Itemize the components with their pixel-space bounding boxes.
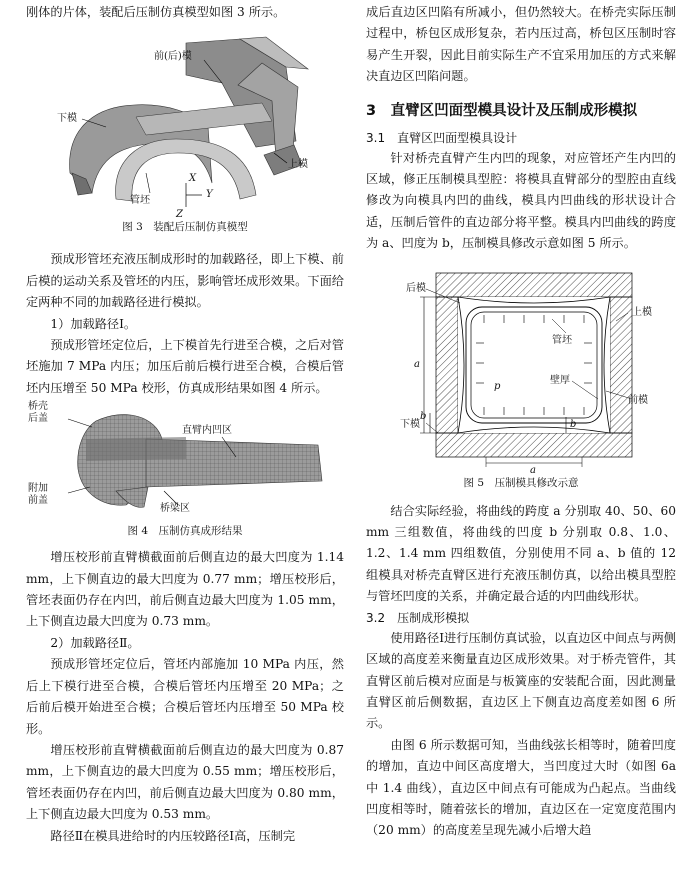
fig3-label-lower-die: 下模 xyxy=(57,113,77,125)
fig5-caption: 图 5 压制模具修改示意 xyxy=(463,476,579,489)
left-paragraph-4: 增压校形前直臂横截面前后侧直边的最大凹度为 1.14 mm，上下侧直边的最大凹度为 0.77 mm；增压校形后，管坯表面仍存在内凹，前后侧直边最大凹度为 1.05 mm，上下侧直边最大凹度为 0.73 mm。 xyxy=(26,550,344,629)
figure-3 xyxy=(26,23,344,235)
fig5-dim-a-vertical: a xyxy=(414,358,420,370)
right-column xyxy=(366,0,676,842)
fig5-label-lower-die: 下模 xyxy=(400,418,420,430)
right-top-paragraph: 成后直边区凹陷有所减小，但仍然较大。在桥壳实际压制过程中，桥包区成形复杂，若内压过高，桥包区压制时容易产生开裂，因此目前实际生产不宜采用加压的方式来解决直边区凹陷问题。 xyxy=(366,5,676,84)
section-3-1-heading: 3.1 直臂区凹面型模具设计 xyxy=(366,130,518,145)
figure-5 xyxy=(366,263,676,491)
left-column xyxy=(26,0,344,847)
fig5-dim-b-left: b xyxy=(420,410,427,422)
left-paragraph-8: 路径Ⅱ在模具进给时的内压较路径Ⅰ高，压制完 xyxy=(50,828,296,843)
fig5-label-wall-thickness: 壁厚 xyxy=(550,374,570,386)
fig4-caption: 图 4 压制仿真成形结果 xyxy=(127,525,243,538)
section-3-heading: 3 直臂区凹面型模具设计及压制成形模拟 xyxy=(366,102,638,119)
left-paragraph-5: 2）加载路径Ⅱ。 xyxy=(50,635,140,650)
fig3-label-front-rear-die: 前(后)模 xyxy=(154,51,192,63)
right-paragraph-34: 由图 6 所示数据可知，当曲线弦长相等时，随着凹度的增加，直边中间区高度增大，当凹度过大时（如图 6a 中 1.4 曲线），直边区中间点有可能成为凸起点。当曲线凹度相等时，随着弦长的增加，直边区在一定宽度范围内（20 mm）的高度差呈现先减小后增大趋 xyxy=(366,737,676,838)
left-paragraph-7: 增压校形前直臂横截面前后侧直边的最大凹度为 0.87 mm，上下侧直边的最大凹度为 0.55 mm；增压校形后，管坯表面仍存在内凹，前后侧直边最大凹度为 0.80 mm，上下侧直边最大凹度为 0.53 mm。 xyxy=(26,742,344,822)
fig4-label-beam: 桥梁区 xyxy=(160,503,190,515)
right-paragraph-32: 结合实际经验，将曲线的跨度 a 分别取 40、50、60 mm 三组数值，将曲线的凹度 b 分别取 0.8、1.0、1.2、1.4 mm 四组数值，分别使用不同 a、b 值的 12 组模具对桥壳直臂区进行充液压制仿真，以给出模具型腔与管坯凹度的关系，并确定最合适的内凹曲线形状。 xyxy=(366,503,676,604)
right-paragraph-33: 使用路径Ⅰ进行压制仿真试验，以直边区中间点与两侧区域的高度差来衡量直边区成形效果。对于桥壳管件，其直臂区前后模对应面是与板簧座的安装配合面，因此测量直臂区前后侧数据，直边区上下侧直边高度差如图 6 所示。 xyxy=(366,630,676,731)
fig3-label-upper-die: 上模 xyxy=(288,159,308,171)
fig5-label-rear-die: 后模 xyxy=(406,282,426,294)
fig3-label-tube: 管坯 xyxy=(130,195,150,207)
right-paragraph-31: 针对桥壳直臂产生内凹的现象，对应管坯产生内凹的区域，修正压制模具型腔：将模具直臂部分的型腔由直线修改为向模具内凹的曲线，模具内凹曲线的形状设计合适，压制后管件的直边部分将平整。模具内凹曲线的跨度为 a、凹度为 b，压制模具修改示意如图 5 所示。 xyxy=(366,150,676,251)
fig5-dim-a-bottom: a xyxy=(530,464,536,476)
fig5-label-upper-die: 上模 xyxy=(632,306,652,318)
left-paragraph-3: 预成形管坯定位后，上下模首先行进至合模，之后对管坯施加 7 MPa 内压；加压后前后模行进至合模，合模后管坯内压增至 50 MPa 校形，仿真成形结果如图 4 所示。 xyxy=(26,338,344,395)
left-paragraph-6: 预成形管坯定位后，管坯内部施加 10 MPa 内压，然后上下模行进至合模，合模后管坯内压增至 20 MPa；之后前后模开始进至合模；合模后管坯内压增至 50 MPa 校形。 xyxy=(26,657,344,736)
left-paragraph-2: 1）加载路径Ⅰ。 xyxy=(50,316,137,331)
fig5-label-tube: 管坯 xyxy=(552,334,572,346)
fig3-caption: 图 3 装配后压制仿真模型 xyxy=(122,221,248,234)
fig3-axis-y: Y xyxy=(206,189,213,201)
fig4-label-rear-cover: 桥壳 后盖 xyxy=(28,401,48,425)
fig4-label-straight-arm: 直臂内凹区 xyxy=(182,425,232,437)
fig5-pressure-p: p xyxy=(494,380,501,392)
figure-4 xyxy=(26,399,344,538)
section-3-2-heading: 3.2 压制成形模拟 xyxy=(366,610,470,625)
left-top-paragraph: 刚体的片体，装配后压制仿真模型如图 3 所示。 xyxy=(26,5,286,19)
fig3-axis-x: X xyxy=(189,173,197,185)
fig3-axis-z: Z xyxy=(176,209,183,221)
left-paragraph-1: 预成形管坯充液压制成形时的加载路径，即上下模、前后模的运动关系及管坯的内压，影响管坯成形效果。下面给定两种不同的加载路径进行模拟。 xyxy=(26,252,344,310)
fig5-label-front-die: 前模 xyxy=(628,394,648,406)
fig4-label-front-cover: 附加 前盖 xyxy=(28,483,48,507)
fig5-dim-b-bottom: b xyxy=(570,418,577,430)
